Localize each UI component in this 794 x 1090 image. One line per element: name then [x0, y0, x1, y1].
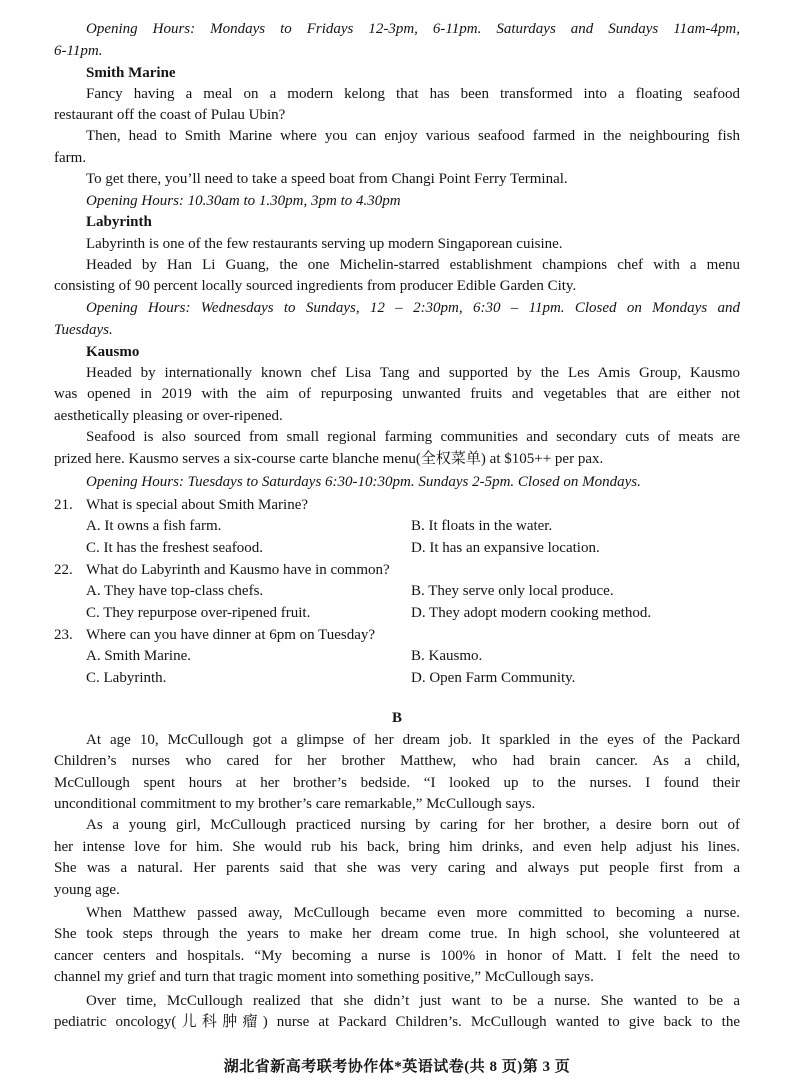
smith-opening-hours: Opening Hours: 10.30am to 1.30pm, 3pm to 4.30pm [86, 193, 401, 209]
paragraph-line: restaurant off the coast of Pulau Ubin? [54, 107, 286, 123]
paragraph-line: unconditional commitment to my brother’s care remarkable,” McCullough says. [54, 796, 536, 812]
paragraph-line: She was a natural. Her parents said that she was very caring and always put people first from a [54, 860, 740, 876]
paragraph-line: Over time, McCullough realized that she didn’t just want to be a nurse. She wanted to be a [86, 993, 740, 1009]
paragraph-line: She took steps through the years to make her dream come true. In high school, she volunteered at [54, 926, 740, 942]
page-footer: 湖北省新高考联考协作体*英语试卷(共 8 页)第 3 页 [223, 1059, 571, 1075]
option-a: A. Smith Marine. [86, 648, 191, 664]
kausmo-opening-hours: Opening Hours: Tuesdays to Saturdays 6:30-10:30pm. Sundays 2-5pm. Closed on Mondays. [86, 474, 641, 490]
paragraph-line: pediatric oncology(儿科肿瘤) nurse at Packard Children’s. McCullough wanted to give back to the [54, 1014, 740, 1030]
option-c: C. They repurpose over-ripened fruit. [86, 605, 311, 621]
labyrinth-opening-hours-cont: Tuesdays. [54, 322, 113, 338]
section-b-heading: B [391, 710, 402, 726]
paragraph-line: Seafood is also sourced from small regional farming communities and secondary cuts of meats are [86, 429, 740, 445]
paragraph-line: prized here. Kausmo serves a six-course carte blanche menu(全权菜单) at $105++ per pax. [54, 451, 604, 467]
paragraph-line: Children’s nurses who cared for her brother Matthew, who had brain cancer. As a child, [54, 753, 740, 769]
option-d: D. They adopt modern cooking method. [411, 605, 652, 621]
paragraph-line: When Matthew passed away, McCullough became even more committed to becoming a nurse. [86, 905, 740, 921]
option-a: A. They have top-class chefs. [86, 583, 264, 599]
opening-hours-prev: Opening Hours: Mondays to Fridays 12-3pm, 6-11pm. Saturdays and Sundays 11am-4pm, [86, 21, 740, 37]
paragraph-line: consisting of 90 percent locally sourced ingredients from producer Edible Garden City. [54, 278, 577, 294]
paragraph-line: Headed by Han Li Guang, the one Michelin-starred establishment champions chef with a menu [86, 257, 740, 273]
paragraph-line: As a young girl, McCullough practiced nursing by caring for her brother, a desire born out of [86, 817, 740, 833]
paragraph-line: channel my grief and turn that tragic moment into something positive,” McCullough says. [54, 969, 594, 985]
paragraph-line: her intense love for him. She would rub his back, bring him drinks, and even help adjust his lines. [54, 839, 740, 855]
question-number: 22. [54, 562, 73, 578]
option-d: D. It has an expansive location. [411, 540, 600, 556]
question-text: What do Labyrinth and Kausmo have in common? [86, 562, 390, 578]
labyrinth-heading: Labyrinth [86, 214, 152, 230]
option-c: C. Labyrinth. [86, 670, 167, 686]
paragraph-line: To get there, you’ll need to take a speed boat from Changi Point Ferry Terminal. [86, 171, 568, 187]
option-b: B. Kausmo. [411, 648, 483, 664]
paragraph-line: At age 10, McCullough got a glimpse of her dream job. It sparkled in the eyes of the Packard [86, 732, 740, 748]
paragraph-line: Fancy having a meal on a modern kelong that has been transformed into a floating seafood [86, 86, 740, 102]
paragraph-line: cancer centers and hospitals. “My becoming a nurse is 100% in honor of Matt. I felt the need to [54, 948, 740, 964]
option-b: B. They serve only local produce. [411, 583, 614, 599]
smith-marine-heading: Smith Marine [86, 65, 176, 81]
paragraph-line: aesthetically pleasing or over-ripened. [54, 408, 283, 424]
paragraph-line: Labyrinth is one of the few restaurants serving up modern Singaporean cuisine. [86, 236, 563, 252]
paragraph-line: Then, head to Smith Marine where you can enjoy various seafood farmed in the neighbouring fish [86, 128, 740, 144]
option-a: A. It owns a fish farm. [86, 518, 222, 534]
paragraph-line: young age. [54, 882, 120, 898]
kausmo-heading: Kausmo [86, 344, 140, 360]
option-c: C. It has the freshest seafood. [86, 540, 264, 556]
paragraph-line: was opened in 2019 with the aim of repurposing unwanted fruits and vegetables that are either not [54, 386, 740, 402]
paragraph-line: McCullough spent hours at her brother’s bedside. “I looked up to the nurses. I found their [54, 775, 740, 791]
paragraph-line: farm. [54, 150, 87, 166]
labyrinth-opening-hours: Opening Hours: Wednesdays to Sundays, 12 – 2:30pm, 6:30 – 11pm. Closed on Mondays and [86, 300, 740, 316]
opening-hours-prev-cont: 6-11pm. [54, 43, 103, 59]
question-text: Where can you have dinner at 6pm on Tuesday? [86, 627, 376, 643]
question-number: 21. [54, 497, 73, 513]
paragraph-line: Headed by internationally known chef Lisa Tang and supported by the Les Amis Group, Kausmo [86, 365, 740, 381]
question-text: What is special about Smith Marine? [86, 497, 309, 513]
question-number: 23. [54, 627, 73, 643]
option-b: B. It floats in the water. [411, 518, 553, 534]
option-d: D. Open Farm Community. [411, 670, 576, 686]
